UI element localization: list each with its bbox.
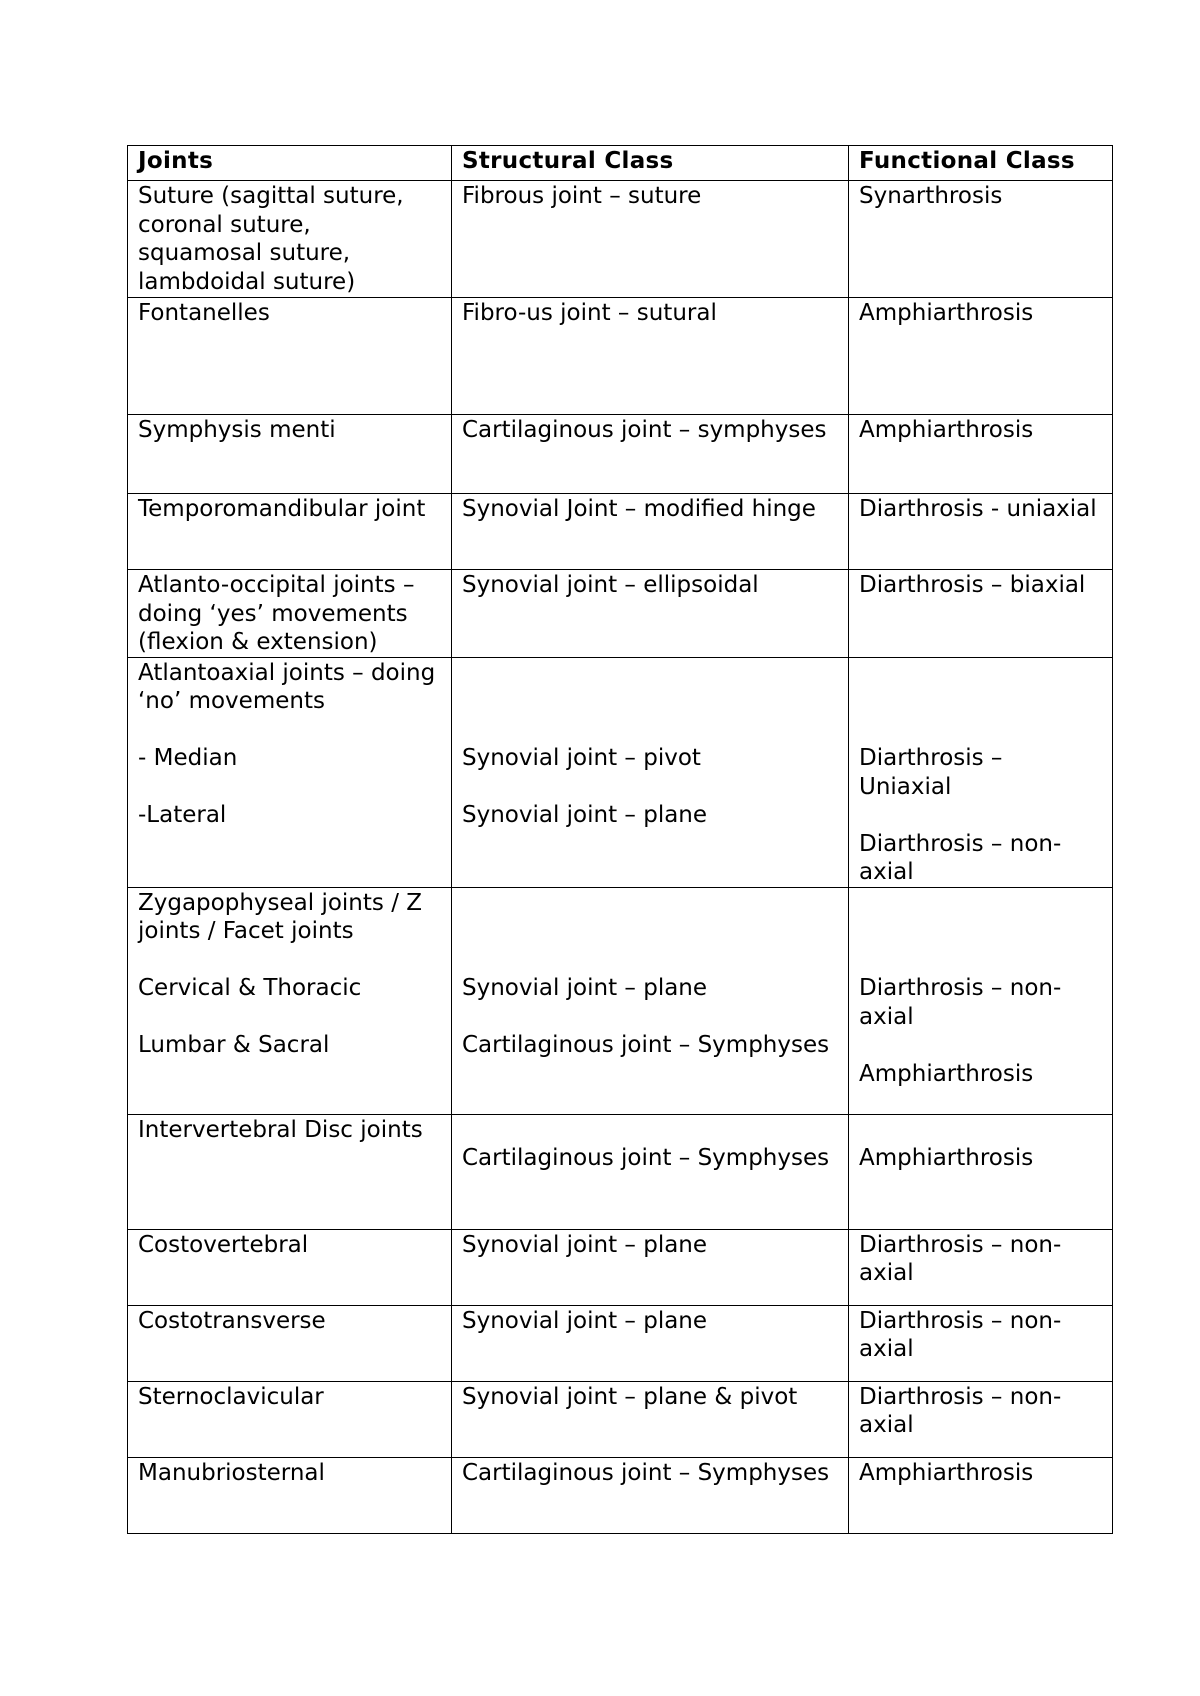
sub-structural: Cartilaginous joint – Symphyses xyxy=(462,1032,830,1058)
sub-joint: - Median xyxy=(138,745,238,771)
table-row xyxy=(128,887,1113,1114)
functional-cell: Diarthrosis – non-axial xyxy=(849,1381,1113,1457)
structural-cell xyxy=(452,1114,849,1229)
table-row xyxy=(128,1305,1113,1381)
functional-cell: Amphiarthrosis xyxy=(849,415,1113,494)
sub-functional: Amphiarthrosis xyxy=(859,1060,1034,1087)
structural-cell xyxy=(452,887,849,1114)
structural-cell: Synovial Joint – modified hinge xyxy=(452,494,849,570)
joint-cell: Temporomandibular joint xyxy=(128,494,452,570)
functional-cell: Synarthrosis xyxy=(849,181,1113,298)
joint-cell: Sternoclavicular xyxy=(128,1381,452,1457)
joint-cell xyxy=(128,657,452,887)
functional-cell: Diarthrosis – biaxial xyxy=(849,570,1113,658)
table-row xyxy=(128,415,1113,494)
document-page xyxy=(127,145,1112,1534)
header-joints: Joints xyxy=(128,146,452,181)
sub-functional: Diarthrosis – non-axial xyxy=(859,975,1062,1030)
sub-joint: Cervical & Thoracic xyxy=(138,975,362,1001)
sub-structural: Synovial joint – plane xyxy=(462,802,708,828)
joint-cell: Costotransverse xyxy=(128,1305,452,1381)
sub-structural: Synovial joint – plane xyxy=(462,975,708,1001)
table-row xyxy=(128,494,1113,570)
functional-cell: Diarthrosis – non-axial xyxy=(849,1229,1113,1305)
functional-cell: Diarthrosis - uniaxial xyxy=(849,494,1113,570)
sub-functional: Diarthrosis – Uniaxial xyxy=(859,745,1003,800)
structural-text: Cartilaginous joint – Symphyses xyxy=(462,1145,830,1171)
functional-cell: Diarthrosis – non-axial xyxy=(849,1305,1113,1381)
structural-cell xyxy=(452,657,849,887)
functional-cell: Amphiarthrosis xyxy=(849,298,1113,415)
structural-cell: Synovial joint – plane xyxy=(452,1305,849,1381)
joint-cell: Suture (sagittal suture, coronal suture, squamosal suture, lambdoidal suture) xyxy=(128,181,452,298)
table-row xyxy=(128,1114,1113,1229)
joint-title: Atlantoaxial joints – doing ‘no’ movements xyxy=(138,659,436,714)
sub-structural: Synovial joint – pivot xyxy=(462,745,701,771)
structural-cell: Fibro-us joint – sutural xyxy=(452,298,849,415)
joint-cell: Fontanelles xyxy=(128,298,452,415)
functional-text: Amphiarthrosis xyxy=(859,1145,1034,1171)
sub-joint: -Lateral xyxy=(138,802,227,828)
functional-cell xyxy=(849,887,1113,1114)
functional-cell xyxy=(849,1114,1113,1229)
functional-cell xyxy=(849,657,1113,887)
table-row xyxy=(128,1381,1113,1457)
joint-cell: Intervertebral Disc joints xyxy=(128,1114,452,1229)
joint-cell: Manubriosternal xyxy=(128,1457,452,1533)
structural-cell: Fibrous joint – suture xyxy=(452,181,849,298)
joint-title: Zygapophyseal joints / Z joints / Facet joints xyxy=(138,889,423,944)
header-functional-class: Functional Class xyxy=(849,146,1113,181)
table-row xyxy=(128,298,1113,415)
table-row xyxy=(128,181,1113,298)
structural-cell: Synovial joint – plane & pivot xyxy=(452,1381,849,1457)
joint-cell xyxy=(128,887,452,1114)
table-row xyxy=(128,570,1113,658)
joint-cell: Atlanto-occipital joints – doing ‘yes’ movements (flexion & extension) xyxy=(128,570,452,658)
table-row xyxy=(128,657,1113,887)
structural-cell: Synovial joint – plane xyxy=(452,1229,849,1305)
joint-cell: Costovertebral xyxy=(128,1229,452,1305)
structural-cell: Cartilaginous joint – Symphyses xyxy=(452,1457,849,1533)
header-structural-class: Structural Class xyxy=(452,146,849,181)
joints-table xyxy=(127,145,1113,1534)
structural-cell: Synovial joint – ellipsoidal xyxy=(452,570,849,658)
sub-joint: Lumbar & Sacral xyxy=(138,1032,330,1058)
table-row xyxy=(128,1457,1113,1533)
sub-functional: Diarthrosis – non-axial xyxy=(859,830,1062,885)
table-header-row xyxy=(128,146,1113,181)
table-row xyxy=(128,1229,1113,1305)
structural-cell: Cartilaginous joint – symphyses xyxy=(452,415,849,494)
joint-cell: Symphysis menti xyxy=(128,415,452,494)
functional-cell: Amphiarthrosis xyxy=(849,1457,1113,1533)
